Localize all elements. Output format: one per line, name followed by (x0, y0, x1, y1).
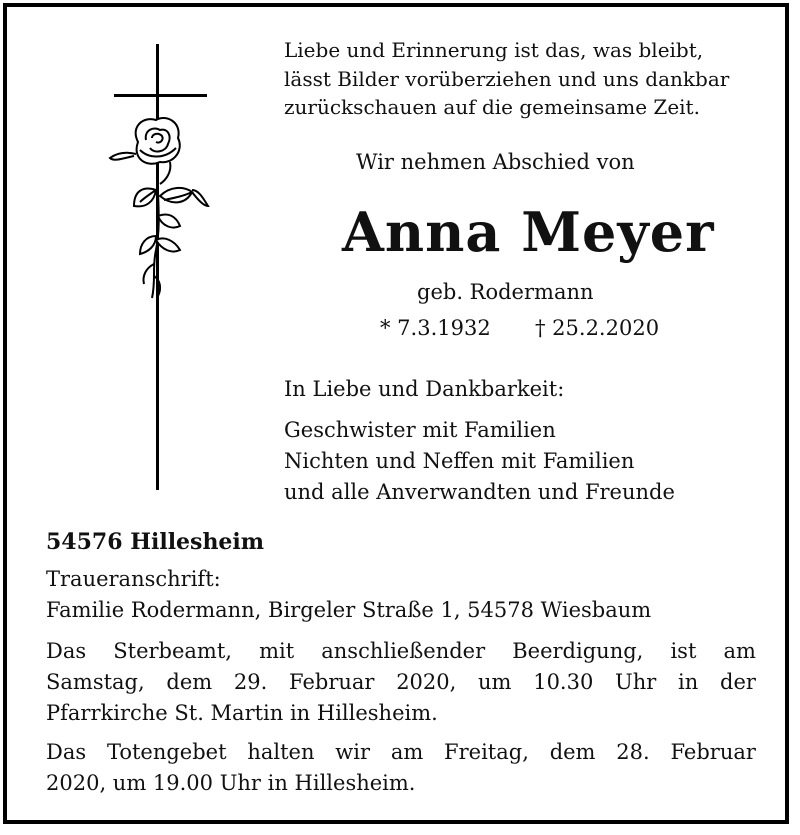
prayer-text (46, 737, 756, 799)
cross-with-rose-icon (100, 40, 220, 500)
word: wir (335, 740, 371, 764)
word: Uhr (615, 670, 657, 694)
word: Februar (289, 670, 375, 694)
word: der (720, 670, 756, 694)
word: Februar (670, 740, 756, 764)
word: in (678, 670, 699, 694)
word: Samstag, (46, 670, 145, 694)
service-line (46, 636, 756, 667)
mourners-list (284, 415, 675, 508)
word: Totengebet (106, 740, 227, 764)
word: mit (259, 639, 295, 663)
deceased-name: Anna Meyer (342, 200, 715, 264)
word: dem (549, 740, 596, 764)
word: halten (247, 740, 315, 764)
word: ist (670, 639, 697, 663)
word: Freitag, (444, 740, 529, 764)
mourner-line: Geschwister mit Familien (284, 418, 556, 442)
word: um (478, 670, 512, 694)
word: am (723, 639, 756, 663)
poem-line: lässt Bilder vorüberziehen und uns dankbar (284, 66, 730, 91)
service-line: Pfarrkirche St. Martin in Hillesheim. (46, 701, 438, 725)
thanks-heading: In Liebe und Dankbarkeit: (284, 377, 565, 401)
word: Das (46, 740, 87, 764)
poem (284, 36, 764, 122)
word: 2020, (396, 670, 457, 694)
mourner-line: und alle Anverwandten und Freunde (284, 480, 675, 504)
prayer-line: 2020, um 19.00 Uhr in Hillesheim. (46, 771, 416, 795)
word: 28. (616, 740, 650, 764)
word: 29. (233, 670, 268, 694)
word: am (390, 740, 424, 764)
funeral-service-text (46, 636, 756, 729)
birth-date: * 7.3.1932 (380, 316, 491, 340)
prayer-line (46, 737, 756, 768)
poem-line: Liebe und Erinnerung ist das, was bleibt, (284, 38, 704, 62)
death-date: † 25.2.2020 (535, 316, 660, 340)
mourning-address: Familie Rodermann, Birgeler Straße 1, 54578 Wiesbaum (46, 598, 652, 622)
place: 54576 Hillesheim (46, 529, 265, 555)
word: dem (166, 670, 213, 694)
word: Das (46, 639, 87, 663)
word: Sterbeamt, (113, 639, 232, 663)
word: anschließender (321, 639, 486, 663)
farewell-intro: Wir nehmen Abschied von (356, 150, 635, 174)
mourner-line: Nichten und Neffen mit Familien (284, 449, 635, 473)
address-label: Traueranschrift: (46, 567, 221, 591)
service-line (46, 667, 756, 698)
birth-name: geb. Rodermann (417, 280, 594, 304)
poem-line: zurückschauen auf die gemeinsame Zeit. (284, 95, 700, 119)
word: 10.30 (533, 670, 594, 694)
word: Beerdigung, (512, 639, 644, 663)
